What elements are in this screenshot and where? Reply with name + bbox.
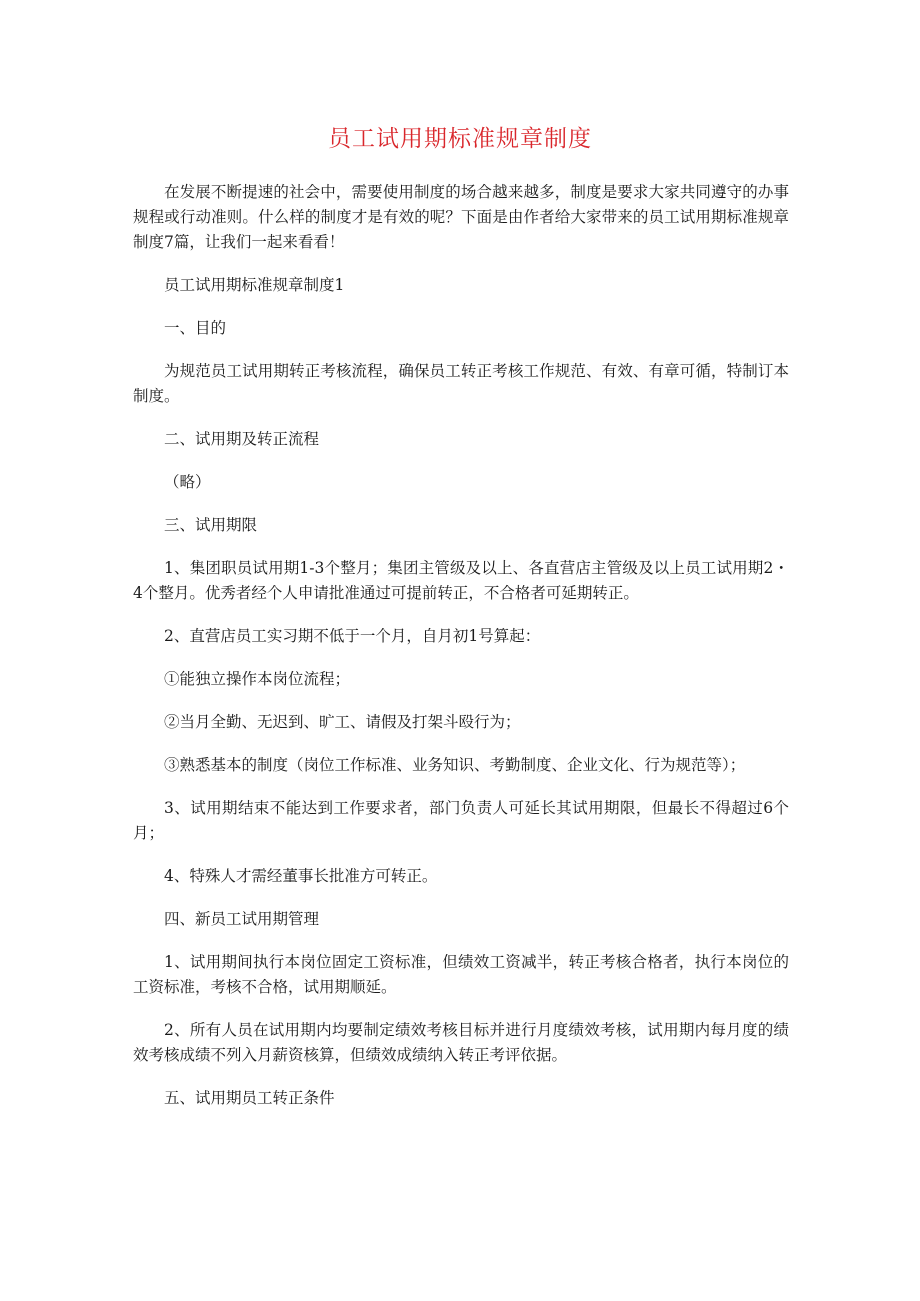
document-title: 员工试用期标准规章制度 [328,126,592,152]
body-paragraph: 1、集团职员试用期1-3个整月；集团主管级及以上、各直营店主管级及以上员工试用期2・4个整月。优秀者经个人申请批准通过可提前转正，不合格者可延期转正。 [133,559,789,602]
section-heading: 员工试用期标准规章制度1 [164,276,345,294]
body-paragraph: 为规范员工试用期转正考核流程，确保员工转正考核工作规范、有效、有章可循，特制订本制度。 [133,362,789,405]
body-paragraph: 2、所有人员在试用期内均要制定绩效考核目标并进行月度绩效考核，试用期内每月度的绩效考核成绩不列入月薪资核算，但绩效成绩纳入转正考评依据。 [133,1021,789,1064]
document-body [133,180,789,1129]
list-item: ①能独立操作本岗位流程； [164,670,351,688]
body-paragraph: （略） [164,473,211,491]
body-paragraph: 2、直营店员工实习期不低于一个月，自月初1号算起： [164,627,541,645]
body-paragraph: 1、试用期间执行本岗位固定工资标准，但绩效工资减半，转正考核合格者，执行本岗位的工资标准，考核不合格，试用期顺延。 [133,953,789,996]
section-heading: 四、新员工试用期管理 [164,910,320,928]
body-paragraph: 4、特殊人才需经董事长批准方可转正。 [164,867,438,885]
section-heading: 二、试用期及转正流程 [164,430,320,448]
intro-paragraph: 在发展不断提速的社会中，需要使用制度的场合越来越多，制度是要求大家共同遵守的办事规程或行动准则。什么样的制度才是有效的呢？下面是由作者给大家带来的员工试用期标准规章制度7篇，让我们一起来看看！ [133,183,789,251]
section-heading: 三、试用期限 [164,516,258,534]
list-item: ③熟悉基本的制度（岗位工作标准、业务知识、考勤制度、企业文化、行为规范等）； [164,756,746,774]
section-heading: 五、试用期员工转正条件 [164,1089,335,1107]
body-paragraph: 3、试用期结束不能达到工作要求者，部门负责人可延长其试用期限，但最长不得超过6个月； [133,799,789,842]
section-heading: 一、目的 [164,319,227,337]
list-item: ②当月全勤、无迟到、旷工、请假及打架斗殴行为； [164,713,521,731]
